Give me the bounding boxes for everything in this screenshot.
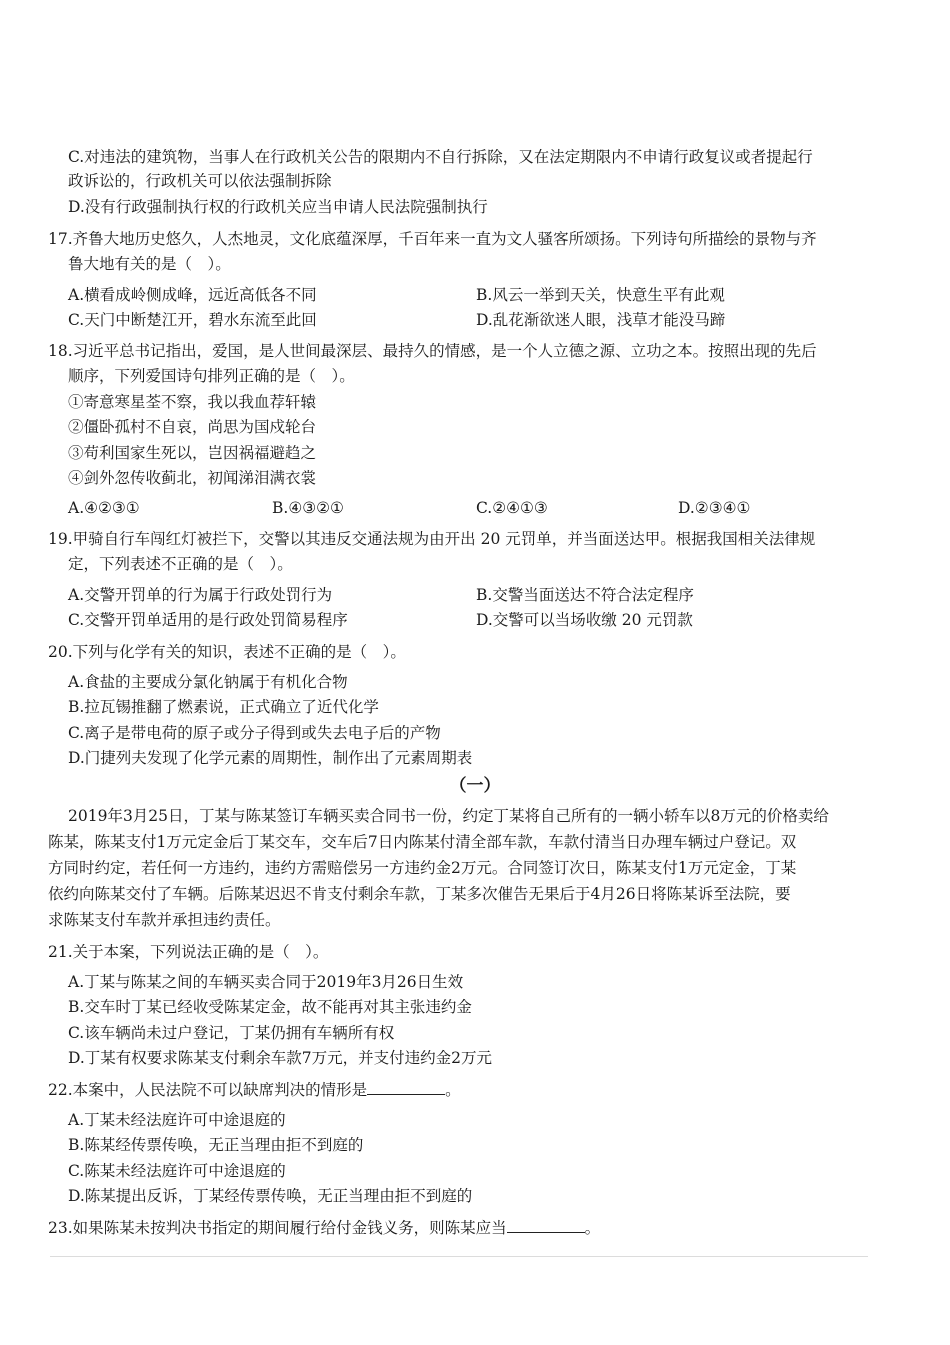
q18-option-c: C.②④①③ [476, 499, 548, 517]
q21-option-a: A.丁某与陈某之间的车辆买卖合同于2019年3月26日生效 [68, 973, 464, 991]
case-text-line: 依约向陈某交付了车辆。后陈某迟迟不肯支付剩余车款，丁某多次催告无果后于4月26日将陈某诉至法院，要 [48, 885, 791, 903]
q20-option-c: C.离子是带电荷的原子或分子得到或失去电子后的产物 [68, 724, 441, 742]
q16-option-c-line2: 政诉讼的，行政机关可以依法强制拆除 [68, 172, 332, 190]
q22-answer-blank[interactable] [367, 1080, 445, 1095]
q19-option-d: D.交警可以当场收缴 20 元罚款 [476, 611, 693, 629]
q22-stem [48, 1079, 461, 1101]
case-text-line: 方同时约定，若任何一方违约，违约方需赔偿另一方违约金2万元。合同签订次日，陈某支付1万元定金，丁某 [48, 859, 797, 877]
q17-stem-line2: 鲁大地有关的是（ ）。 [68, 255, 231, 273]
q21-option-c: C.该车辆尚未过户登记，丁某仍拥有车辆所有权 [68, 1024, 395, 1042]
q19-stem-line1: 19.甲骑自行车闯红灯被拦下，交警以其违反交通法规为由开出 20 元罚单，并当面送达甲。根据我国相关法律规 [48, 530, 816, 548]
footer-divider [50, 1256, 868, 1257]
q22-option-c: C.陈某未经法庭许可中途退庭的 [68, 1162, 286, 1180]
q17-option-d: D.乱花渐欲迷人眼，浅草才能没马蹄 [476, 311, 726, 329]
q16-option-c-line1: C.对违法的建筑物，当事人在行政机关公告的限期内不自行拆除，又在法定期限内不申请行政复议或者提起行 [68, 148, 813, 166]
q23-stem-text: 23.如果陈某未按判决书指定的期间履行给付金钱义务，则陈某应当 [48, 1219, 507, 1237]
q22-stem-text: 22.本案中，人民法院不可以缺席判决的情形是 [48, 1081, 368, 1099]
q19-option-a: A.交警开罚单的行为属于行政处罚行为 [68, 586, 333, 604]
case-text-line: 陈某，陈某支付1万元定金后丁某交车，交车后7日内陈某付清全部车款，车款付清当日办理车辆过户登记。双 [48, 833, 797, 851]
q18-option-d: D.②③④① [678, 499, 751, 517]
q17-option-b: B.风云一举到天关，快意生平有此观 [476, 286, 725, 304]
q18-poem-item: ①寄意寒星荃不察，我以我血荐轩辕 [68, 393, 317, 411]
q23-answer-blank[interactable] [507, 1218, 585, 1233]
q18-stem-line2: 顺序，下列爱国诗句排列正确的是（ ）。 [68, 367, 355, 385]
q20-option-d: D.门捷列夫发现了化学元素的周期性，制作出了元素周期表 [68, 749, 473, 767]
q19-option-b: B.交警当面送达不符合法定程序 [476, 586, 694, 604]
q18-stem-line1: 18.习近平总书记指出，爱国，是人世间最深层、最持久的情感，是一个人立德之源、立功之本。按照出现的先后 [48, 342, 817, 360]
q17-stem-line1: 17.齐鲁大地历史悠久，人杰地灵，文化底蕴深厚，千百年来一直为文人骚客所颂扬。下列诗句所描绘的景物与齐 [48, 230, 817, 248]
q22-option-b: B.陈某经传票传唤，无正当理由拒不到庭的 [68, 1136, 364, 1154]
q22-option-a: A.丁某未经法庭许可中途退庭的 [68, 1111, 286, 1129]
q18-option-b: B.④③②① [272, 499, 344, 517]
q20-option-b: B.拉瓦锡推翻了燃素说，正式确立了近代化学 [68, 698, 379, 716]
q23-stem [48, 1217, 600, 1239]
q19-option-c: C.交警开罚单适用的是行政处罚简易程序 [68, 611, 348, 629]
q22-stem-end: 。 [445, 1081, 461, 1099]
q18-option-a: A.④②③① [68, 499, 140, 517]
q18-poem-item: ④剑外忽传收蓟北，初闻涕泪满衣裳 [68, 469, 317, 487]
q18-poem-item: ③苟利国家生死以，岂因祸福避趋之 [68, 444, 317, 462]
q16-option-d: D.没有行政强制执行权的行政机关应当申请人民法院强制执行 [68, 198, 488, 216]
section-title: （一） [449, 776, 501, 796]
q23-stem-end: 。 [584, 1219, 601, 1237]
q19-stem-line2: 定，下列表述不正确的是（ ）。 [68, 555, 293, 573]
q21-stem: 21.关于本案，下列说法正确的是（ ）。 [48, 943, 329, 961]
q20-option-a: A.食盐的主要成分氯化钠属于有机化合物 [68, 673, 348, 691]
case-text-line: 2019年3月25日，丁某与陈某签订车辆买卖合同书一份，约定丁某将自己所有的一辆小轿车以8万元的价格卖给 [68, 807, 829, 825]
q21-option-b: B.交车时丁某已经收受陈某定金，故不能再对其主张违约金 [68, 998, 472, 1016]
q21-option-d: D.丁某有权要求陈某支付剩余车款7万元，并支付违约金2万元 [68, 1049, 493, 1067]
q17-option-a: A.横看成岭侧成峰，远近高低各不同 [68, 286, 317, 304]
q22-option-d: D.陈某提出反诉，丁某经传票传唤，无正当理由拒不到庭的 [68, 1187, 473, 1205]
q20-stem: 20.下列与化学有关的知识，表述不正确的是（ ）。 [48, 643, 406, 661]
q17-option-c: C.天门中断楚江开，碧水东流至此回 [68, 311, 317, 329]
q18-poem-item: ②僵卧孤村不自哀，尚思为国戍轮台 [68, 418, 317, 436]
case-text-line: 求陈某支付车款并承担违约责任。 [48, 911, 281, 929]
